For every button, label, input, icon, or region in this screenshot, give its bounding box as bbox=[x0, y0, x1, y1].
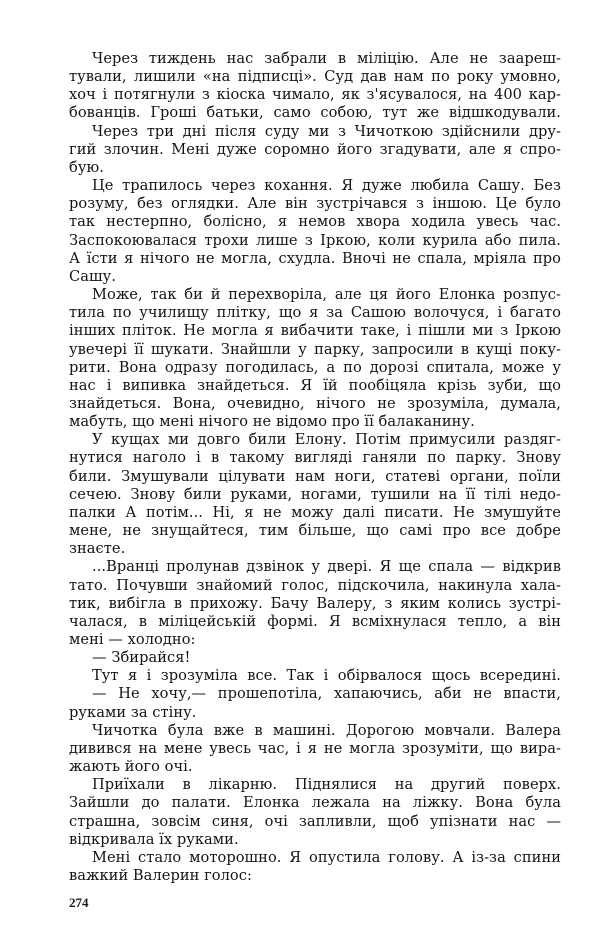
text-line: гий злочин. Мені дуже соромно його згадувати, але я спро- bbox=[69, 140, 561, 158]
text-line: нутися наголо і в такому вигляді ганяли по парку. Знову bbox=[69, 449, 561, 467]
text-line: жають його очі. bbox=[69, 758, 193, 776]
text-line: У кущах ми довго били Елону. Потім примусили раздяг- bbox=[92, 431, 561, 449]
text-line: інших пліток. Не могла я вибачити таке, і пішли ми з Іркою bbox=[69, 322, 561, 340]
text-line: Може, так би й перехворіла, але ця його Елонка розпус- bbox=[92, 286, 561, 304]
text-line: — Не хочу,— прошепотіла, хапаючись, аби не впасти, bbox=[92, 685, 561, 703]
text-line: знайдеться. Вона, очевидно, нічого не зрозуміла, думала, bbox=[69, 394, 561, 412]
text-line: тик, вибігла в прихожу. Бачу Валеру, з яким колись зустрі- bbox=[69, 594, 561, 612]
text-line: Зайшли до палати. Елонка лежала на ліжку. Вона була bbox=[69, 794, 561, 812]
text-line: Приїхали в лікарню. Піднялися на другий поверх. bbox=[92, 776, 561, 794]
text-line: Через три дні після суду ми з Чичоткою здійснили дру- bbox=[92, 122, 561, 140]
text-line: чалася, в міліцейській формі. Я всміхнулася тепло, а він bbox=[69, 612, 561, 630]
text-line: тила по училищу плітку, що я за Сашою волочуся, і багато bbox=[69, 304, 561, 322]
text-line: били. Змушували цілувати нам ноги, статеві органи, поїли bbox=[69, 467, 561, 485]
text-line: сечею. Знову били руками, ногами, тушили на її тілі недо- bbox=[69, 485, 561, 503]
text-line: тували, лишили «на підписці». Суд дав нам по року умовно, bbox=[69, 68, 561, 86]
text-line: так нестерпно, болісно, я немов хвора ходила увесь час. bbox=[69, 213, 561, 231]
text-line: дивився на мене увесь час, і я не могла зрозуміти, що вира- bbox=[69, 739, 561, 757]
text-line: бую. bbox=[69, 158, 104, 176]
text-line: Сашу. bbox=[69, 267, 116, 285]
text-line: А їсти я нічого не могла, схудла. Вночі не спала, мріяла про bbox=[69, 249, 561, 267]
text-line: тато. Почувши знайомий голос, підскочила, накинула хала- bbox=[69, 576, 561, 594]
body-text bbox=[69, 50, 561, 885]
text-line: Тут я і зрозуміла все. Так і обірвалося щось всередині. bbox=[92, 667, 561, 685]
text-line: важкий Валерин голос: bbox=[69, 867, 252, 885]
text-line: розуму, без оглядки. Але він зустрічався з іншою. Це було bbox=[69, 195, 561, 213]
text-line: Це трапилось через кохання. Я дуже любила Сашу. Без bbox=[92, 177, 561, 195]
text-line: мабуть, що мені нічого не відомо про її балаканину. bbox=[69, 413, 475, 431]
text-line: руками за стіну. bbox=[69, 703, 197, 721]
text-line: мені — холодно: bbox=[69, 631, 196, 648]
text-line: хоч і потягнули з кіоска чимало, як з'ясувалося, на 400 кар- bbox=[69, 86, 561, 104]
text-line: відкривала їх руками. bbox=[69, 830, 239, 848]
text-line: Чичотка була вже в машині. Дорогою мовчали. Валера bbox=[92, 721, 561, 739]
text-line: ...Вранці пролунав дзвінок у двері. Я ще спала — відкрив bbox=[92, 558, 561, 576]
text-line: нас і випивка знайдеться. Я їй пообіцяла крізь зуби, що bbox=[69, 376, 561, 394]
text-line: бованців. Гроші батьки, само собою, тут же відшкодували. bbox=[69, 104, 561, 122]
text-line: Через тиждень нас забрали в міліцію. Але не заареш- bbox=[92, 50, 561, 67]
page-number: 274 bbox=[69, 895, 89, 910]
text-line: рити. Вона одразу погодилась, а по дорозі спитала, може у bbox=[69, 358, 561, 376]
text-line: — Збирайся! bbox=[92, 649, 191, 667]
text-line: знаєте. bbox=[69, 540, 126, 558]
text-line: Заспокоювалася трохи лише з Іркою, коли курила або пила. bbox=[69, 231, 561, 249]
text-line: мене, не знущайтеся, тим більше, що самі про все добре bbox=[69, 522, 561, 540]
text-line: Мені стало моторошно. Я опустила голову. А із-за спини bbox=[92, 848, 561, 866]
text-line: страшна, зовсім синя, очі запливли, щоб упізнати нас — bbox=[69, 812, 561, 830]
text-line: увечері її шукати. Знайшли у парку, запросили в кущі поку- bbox=[69, 340, 561, 358]
text-line: палки А потім... Ні, я не можу далі писати. Не змушуйте bbox=[69, 503, 561, 521]
